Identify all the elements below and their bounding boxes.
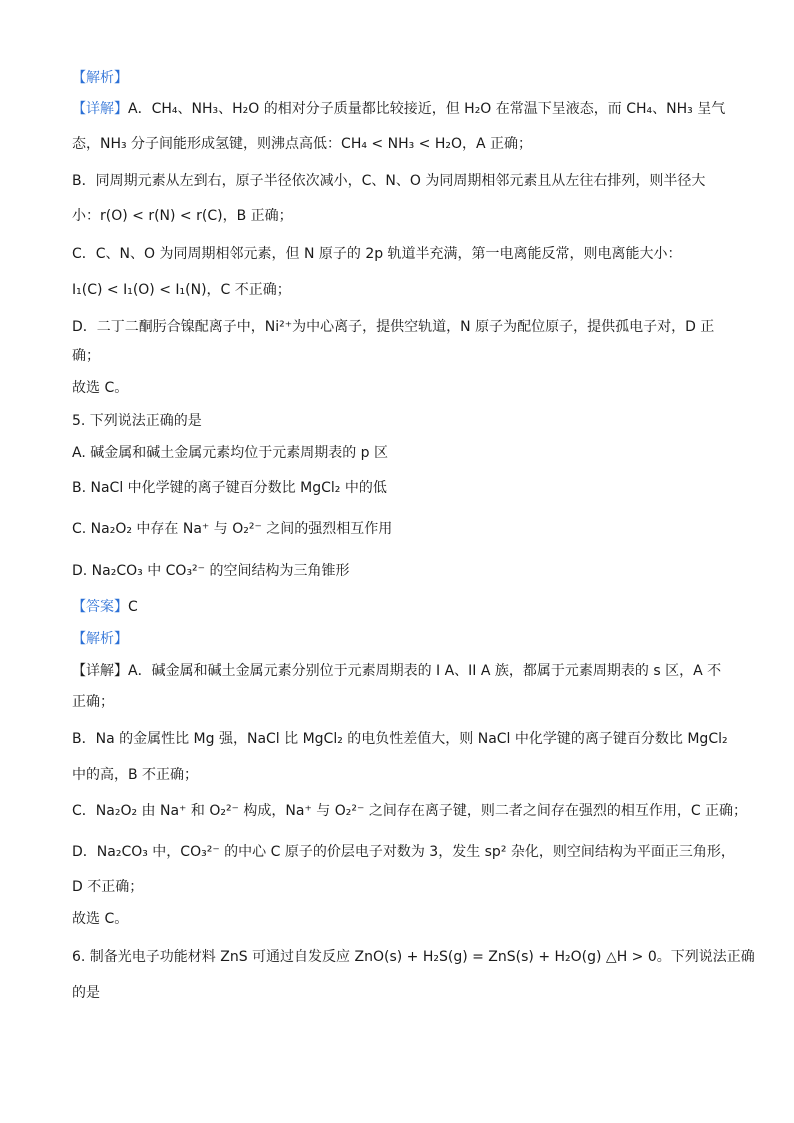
line-text: 故选 C。 [72, 380, 129, 396]
text-line-l07 [72, 280, 291, 300]
line-text: 中的高，B 不正确； [72, 767, 199, 783]
text-line-l05 [72, 206, 293, 226]
line-text: 确； [72, 348, 100, 364]
text-line-l09 [72, 346, 100, 366]
line-text: D．Na₂CO₃ 中，CO₃²⁻ 的中心 C 原子的价层电子对数为 3，发生 sp² 杂化，则空间结构为平面正三角形， [72, 844, 735, 860]
text-line-l14 [72, 519, 392, 539]
text-line-l10 [72, 378, 128, 398]
line-text: 正确； [72, 694, 114, 710]
text-line-l12 [72, 443, 388, 463]
line-text: 小：r(O) < r(N) < r(C)，B 正确； [72, 208, 293, 224]
text-line-l18 [72, 661, 721, 681]
text-line-l20 [72, 729, 728, 749]
line-text: B. NaCl 中化学键的离子键百分数比 MgCl₂ 中的低 [72, 480, 387, 496]
text-line-l23 [72, 842, 735, 862]
section-tag: 【解析】 [72, 70, 128, 86]
text-line-l25 [72, 909, 128, 929]
text-line-l11 [72, 411, 202, 431]
text-line-l08 [72, 317, 714, 337]
text-line-l02 [72, 99, 725, 119]
text-line-l04 [72, 171, 705, 191]
line-text: C．Na₂O₂ 由 Na⁺ 和 O₂²⁻ 构成，Na⁺ 与 O₂²⁻ 之间存在离子键，则二者之间存在强烈的相互作用，C 正确； [72, 803, 748, 819]
text-line-l06 [72, 244, 682, 264]
section-tag: 【解析】 [72, 631, 128, 647]
line-text: A. 碱金属和碱土金属元素均位于元素周期表的 p 区 [72, 445, 389, 461]
section-tag: 【详解】 [72, 101, 128, 117]
text-line-l16 [72, 597, 138, 617]
text-line-l27 [72, 983, 100, 1003]
line-text: 的是 [72, 985, 100, 1001]
line-text: 【详解】A．碱金属和碱土金属元素分别位于元素周期表的 I A、II A 族，都属于元素周期表的 s 区，A 不 [72, 663, 722, 679]
line-text: A．CH₄、NH₃、H₂O 的相对分子质量都比较接近，但 H₂O 在常温下呈液态，而 CH₄、NH₃ 呈气 [128, 101, 726, 117]
text-line-l19 [72, 692, 114, 712]
line-text: B．同周期元素从左到右，原子半径依次减小，C、N、O 为同周期相邻元素且从左往右排列，则半径大 [72, 173, 706, 189]
text-line-l22 [72, 801, 747, 821]
line-text: I₁(C) < I₁(O) < I₁(N)，C 不正确； [72, 282, 291, 298]
line-text: 态，NH₃ 分子间能形成氢键，则沸点高低：CH₄ < NH₃ < H₂O，A 正确； [72, 136, 533, 152]
text-line-l24 [72, 877, 143, 897]
line-text: C. Na₂O₂ 中存在 Na⁺ 与 O₂²⁻ 之间的强烈相互作用 [72, 521, 393, 537]
line-text: B．Na 的金属性比 Mg 强，NaCl 比 MgCl₂ 的电负性差值大，则 NaCl 中化学键的离子键百分数比 MgCl₂ [72, 731, 728, 747]
line-text: D 不正确； [72, 879, 144, 895]
line-text: D. Na₂CO₃ 中 CO₃²⁻ 的空间结构为三角锥形 [72, 563, 350, 579]
text-line-l26 [72, 947, 755, 967]
line-text: 5. 下列说法正确的是 [72, 413, 202, 429]
text-line-l21 [72, 765, 198, 785]
line-text: D．二丁二酮肟合镍配离子中，Ni²⁺为中心离子，提供空轨道，N 原子为配位原子，提供孤电子对，D 正 [72, 319, 715, 335]
section-tag: 【答案】 [72, 599, 128, 615]
line-text: 故选 C。 [72, 911, 129, 927]
text-line-l01 [72, 68, 128, 88]
line-text: 6. 制备光电子功能材料 ZnS 可通过自发反应 ZnO(s) + H₂S(g) = ZnS(s) + H₂O(g) △H > 0。下列说法正确 [72, 949, 755, 965]
text-line-l13 [72, 478, 387, 498]
line-text: C [128, 599, 138, 615]
text-line-l17 [72, 629, 128, 649]
text-line-l03 [72, 134, 532, 154]
text-line-l15 [72, 561, 350, 581]
line-text: C．C、N、O 为同周期相邻元素，但 N 原子的 2p 轨道半充满，第一电离能反常，则电离能大小： [72, 246, 682, 262]
